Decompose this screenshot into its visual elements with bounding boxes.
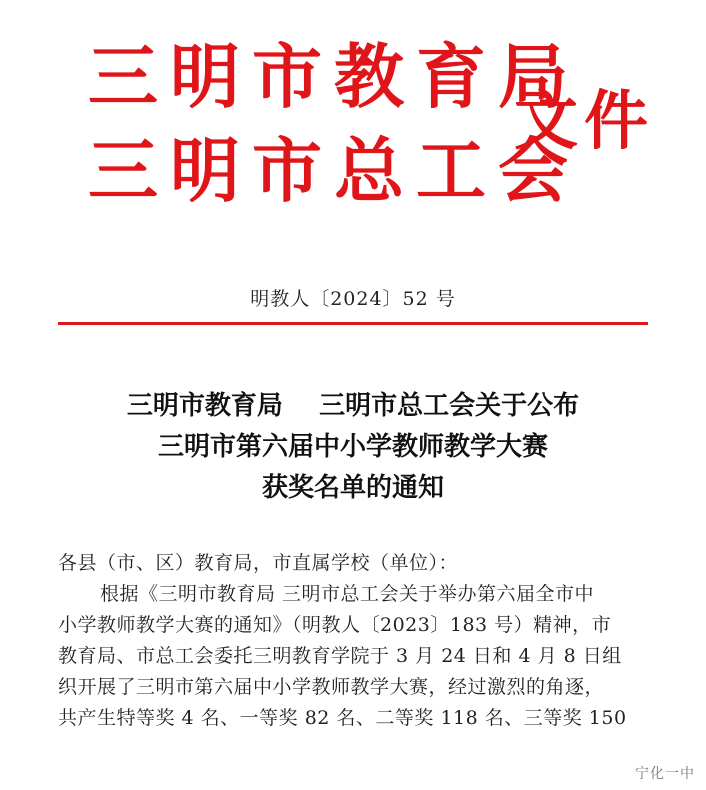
- issuer-trade-union: 三明市总工会: [88, 130, 580, 212]
- document-header: [0, 0, 706, 330]
- document-title: [0, 386, 706, 509]
- body-line: 根据《三明市教育局 三明市总工会关于举办第六届全市中: [100, 583, 595, 605]
- document-body: [58, 548, 658, 734]
- body-line: 小学教师教学大赛的通知》（明教人〔2023〕183 号）精神，市: [58, 614, 612, 636]
- document-number: 明教人〔2024〕52 号: [250, 288, 456, 310]
- watermark: 宁化一中: [632, 762, 698, 784]
- addressee: 各县（市、区）教育局，市直属学校（单位）：: [58, 552, 459, 574]
- document-label: 文件: [514, 85, 654, 159]
- issuer-education-bureau: 三明市教育局: [88, 36, 580, 118]
- title-line-3: 获奖名单的通知: [261, 473, 444, 503]
- body-line: 织开展了三明市第六届中小学教师教学大赛，经过激烈的角逐，: [58, 676, 605, 698]
- body-line: 教育局、市总工会委托三明教育学院于 3 月 24 日和 4 月 8 日组: [58, 645, 622, 667]
- title-line-2: 三明市第六届中小学教师教学大赛: [157, 432, 548, 462]
- title-line-1: 三明市教育局 三明市总工会关于公布: [126, 391, 580, 421]
- red-divider: [58, 322, 648, 325]
- body-line: 共产生特等奖 4 名、一等奖 82 名、二等奖 118 名、三等奖 150: [58, 707, 627, 729]
